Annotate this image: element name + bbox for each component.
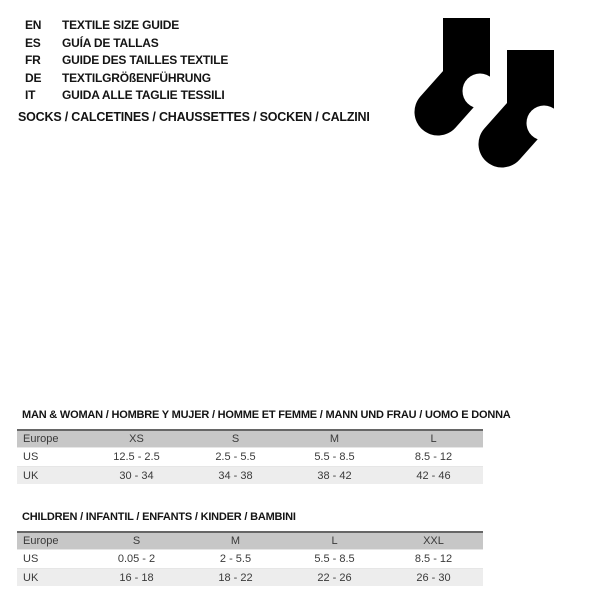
region-label: UK [23,571,39,584]
size-value: 26 - 30 [416,571,451,584]
size-value: 16 - 18 [119,571,154,584]
size-value: 22 - 26 [317,571,352,584]
language-code: FR [25,53,41,67]
size-value: 38 - 42 [317,469,352,482]
language-code: DE [25,70,42,85]
size-value: 2.5 - 5.5 [215,451,256,463]
sock-left-icon [438,18,498,112]
column-header-s: S [132,535,141,547]
children-table [17,531,483,586]
language-code: IT [25,88,36,102]
socks-icon [405,5,580,185]
language-label: TEXTILE SIZE GUIDE [62,18,180,32]
column-header-europe: Europe [23,433,59,445]
children-size-table [17,511,483,586]
size-value: 30 - 34 [119,469,154,482]
language-label: GUIDA ALLE TAGLIE TESSILI [62,88,225,102]
children-table-title: CHILDREN / INFANTIL / ENFANTS / KINDER / BAMBINI [22,511,296,523]
table-header-row [17,533,483,549]
column-header-m: M [230,535,241,547]
language-row [25,87,228,105]
size-value: 8.5 - 12 [414,553,453,565]
table-row-uk [17,466,483,484]
column-header-europe: Europe [23,535,59,547]
sock-right-icon [502,50,562,144]
size-value: 34 - 38 [218,469,253,482]
language-code: ES [25,35,41,50]
region-label: US [23,451,39,463]
size-value: 5.5 - 8.5 [314,553,355,565]
language-code: EN [25,18,42,32]
language-row [25,70,228,88]
column-header-m: M [329,433,340,445]
language-label: GUIDE DES TAILLES TEXTILE [62,53,229,67]
language-label: TEXTILGRÖßENFÜHRUNG [62,70,211,85]
size-value: 8.5 - 12 [414,451,453,463]
language-label: GUÍA DE TALLAS [62,35,159,50]
size-value: 42 - 46 [416,469,451,482]
adult-table-title: MAN & WOMAN / HOMBRE Y MUJER / HOMME ET FEMME / MANN UND FRAU / UOMO E DONNA [22,409,511,421]
table-row-uk [17,568,483,586]
table-row-us [17,549,483,568]
column-header-l: L [331,535,338,547]
column-header-s: S [231,433,240,445]
category-title: SOCKS / CALCETINES / CHAUSSETTES / SOCKEN / CALZINI [18,110,370,124]
column-header-xxl: XXL [423,535,444,547]
column-header-l: L [430,433,437,445]
size-value: 12.5 - 2.5 [113,451,160,463]
region-label: US [23,553,39,565]
column-header-xs: XS [129,433,144,445]
adult-size-table [17,409,511,484]
adult-table [17,429,483,484]
size-value: 5.5 - 8.5 [314,451,355,463]
size-value: 18 - 22 [218,571,253,584]
size-value: 2 - 5.5 [219,553,252,565]
table-header-row [17,431,483,447]
language-row [25,52,228,70]
language-row [25,17,228,35]
table-row-us [17,447,483,466]
language-row [25,35,228,53]
language-list [25,17,228,105]
region-label: UK [23,469,39,482]
size-value: 0.05 - 2 [117,553,156,565]
